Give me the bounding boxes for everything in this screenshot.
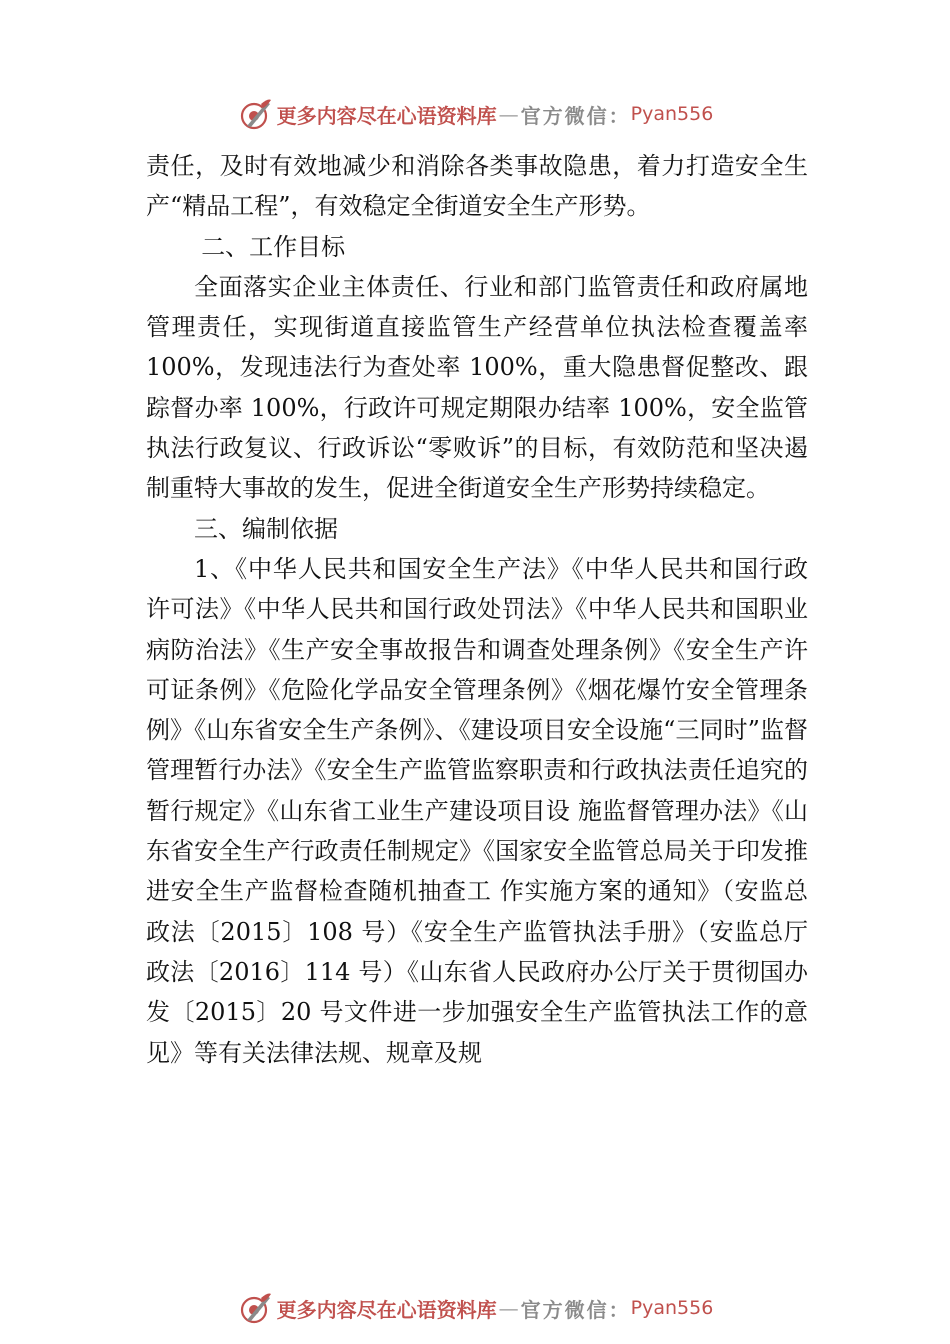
watermark-sub-text: 官方微信： <box>520 103 631 128</box>
header-watermark <box>0 96 950 132</box>
watermark-separator: — <box>498 1296 519 1320</box>
quill-logo-icon <box>237 96 273 132</box>
paragraph-goals: 全面落实企业主体责任、行业和部门监管责任和政府属地管理责任，实现街道直接监管生产经营单位执法检查覆盖率 100%，发现违法行为查处率 100%，重大隐患督促整改、跟踪督办率 100%，行政许可规定期限办结率 100%，安全监管执法行政复议、行政诉讼“零败诉”的目标，有效防范和坚决遏制重特大事故的发生，促进全街道安全生产形势持续稳定。 <box>146 272 808 503</box>
paragraph-basis: 1、《中华人民共和国安全生产法》《中华人民共和国行政许可法》《中华人民共和国行政处罚法》《中华人民共和国职业病防治法》《生产安全事故报告和调查处理条例》《安全生产许可证条例》《危险化学品安全管理条例》《烟花爆竹安全管理条例》《山东省安全生产条例》、《建设项目安全设施“三同时”监督管理暂行办法》《安全生产监管监察职责和行政执法责任追究的暂行规定》《山东省工业生产建设项目设 施监督管理办法》《山东省安全生产行政责任制规定》《国家安全监管总局关于印发推进安全生产监督检查随机抽查工 作实施方案的通知》（安监总政法〔2015〕108 号）《安全生产监管执法手册》（安监总厅政法〔2016〕114 号）《山东省人民政府办公厅关于贯彻国办发〔2015〕20 号文件进一步加强安全生产监管执法工作的意见》等有关法律法规、规章及规 <box>146 554 808 1067</box>
watermark-wechat-id: Pyan556 <box>630 1297 714 1319</box>
paragraph-continuation: 责任，及时有效地减少和消除各类事故隐患，着力打造安全生产“精品工程”，有效稳定全街道安全生产形势。 <box>146 152 808 221</box>
footer-watermark <box>0 1290 950 1326</box>
watermark-main-text: 更多内容尽在心语资料库 <box>276 1297 497 1322</box>
watermark-separator: — <box>498 102 519 126</box>
watermark-main-text: 更多内容尽在心语资料库 <box>276 103 497 128</box>
watermark-sub-text: 官方微信： <box>520 1297 631 1322</box>
section-heading-basis: 三、编制依据 <box>194 514 338 543</box>
watermark-wechat-id: Pyan556 <box>630 103 714 125</box>
document-body <box>146 146 808 1073</box>
section-heading-goals: 二、工作目标 <box>201 232 346 261</box>
quill-logo-icon <box>237 1290 273 1326</box>
